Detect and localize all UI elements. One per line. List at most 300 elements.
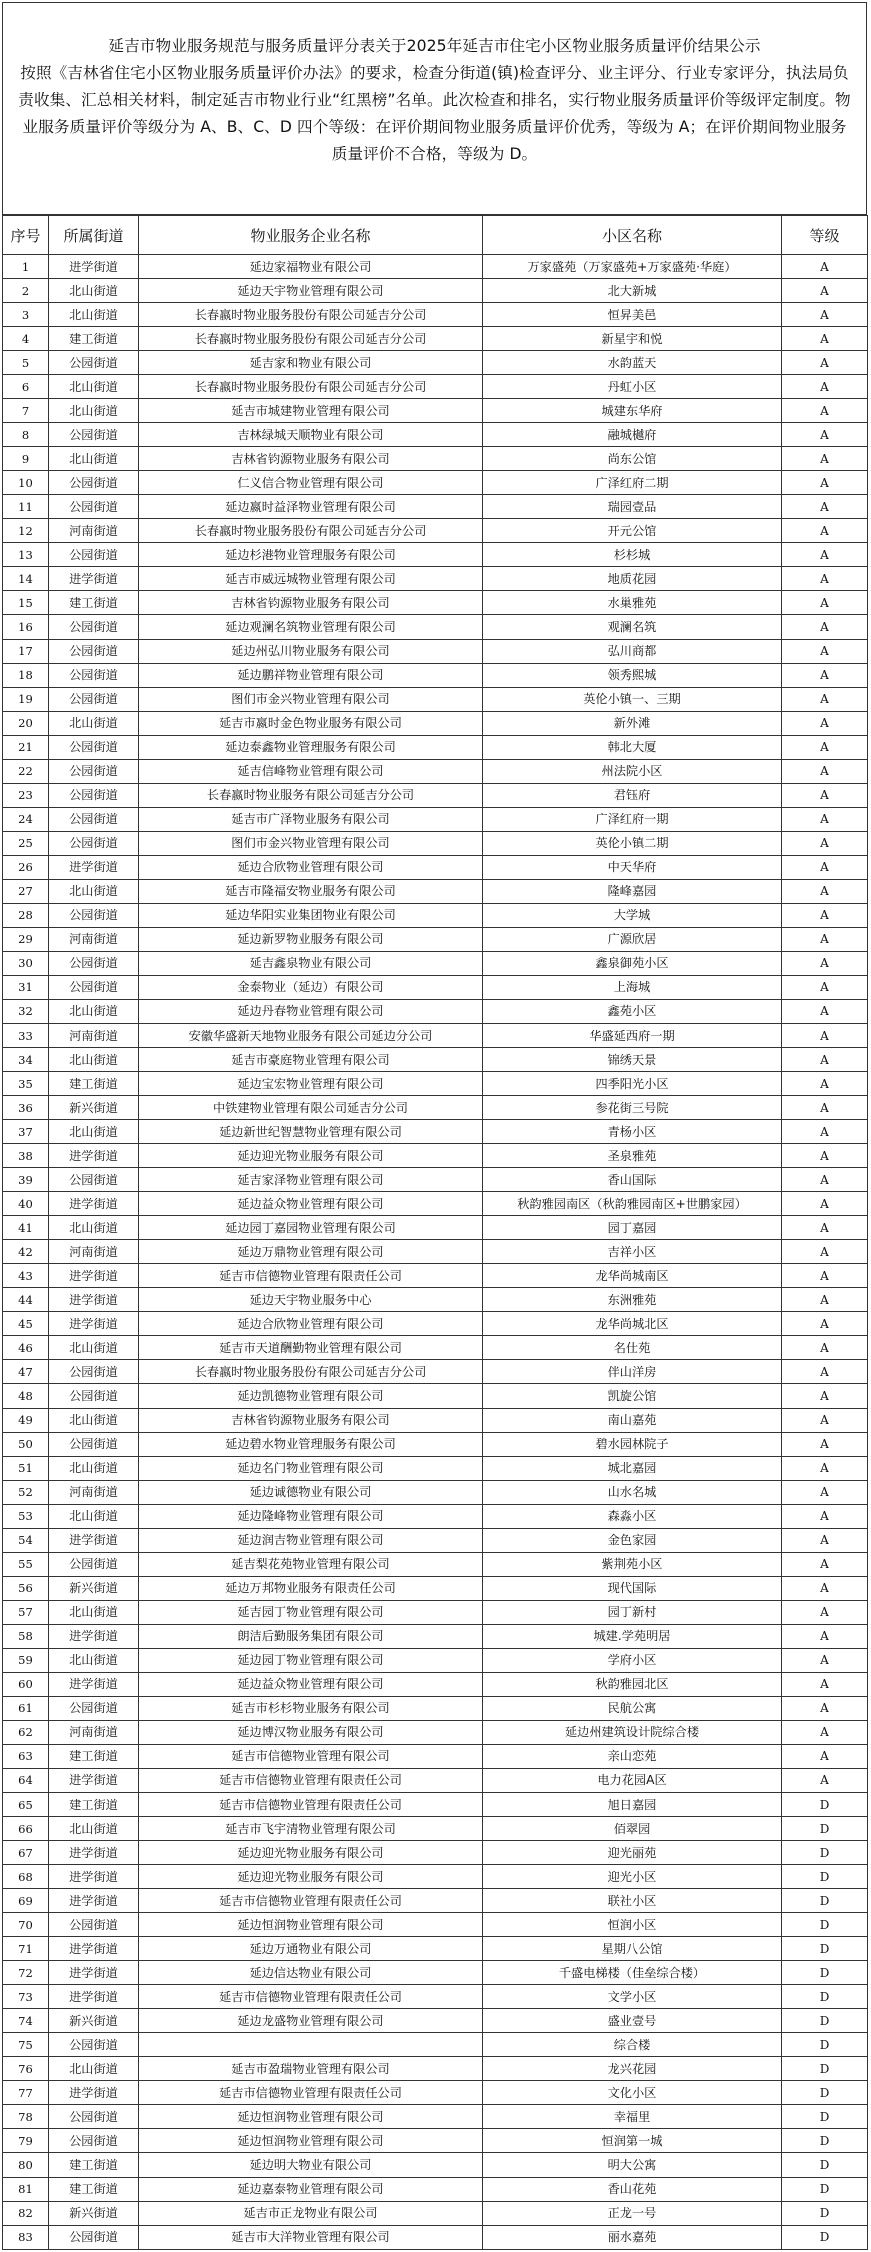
row-company: 仁义信合物业管理有限公司 — [139, 471, 483, 495]
row-community: 城建东华府 — [483, 399, 782, 423]
row-index: 21 — [3, 735, 49, 759]
row-street: 进学街道 — [49, 1312, 139, 1336]
row-company: 延吉市信德物业管理有限责任公司 — [139, 1985, 483, 2009]
table-row — [3, 1264, 868, 1288]
row-grade: A — [782, 351, 868, 375]
row-index: 82 — [3, 2201, 49, 2225]
table-row — [3, 1600, 868, 1624]
row-community: 东洲雅苑 — [483, 1288, 782, 1312]
table-row — [3, 567, 868, 591]
row-grade: A — [782, 1216, 868, 1240]
row-index: 27 — [3, 879, 49, 903]
row-company: 延边迎光物业服务有限公司 — [139, 1865, 483, 1889]
table-row — [3, 975, 868, 999]
row-grade: A — [782, 471, 868, 495]
row-community: 园丁新村 — [483, 1600, 782, 1624]
table-row — [3, 2129, 868, 2153]
row-company: 延边新罗物业服务有限公司 — [139, 927, 483, 951]
row-grade: A — [782, 807, 868, 831]
row-street: 进学街道 — [49, 1961, 139, 1985]
row-company: 延边观澜名筑物业管理有限公司 — [139, 615, 483, 639]
row-company: 长春嬴时物业服务股份有限公司延吉分公司 — [139, 375, 483, 399]
row-company: 延边天宇物业服务中心 — [139, 1288, 483, 1312]
row-index: 74 — [3, 2009, 49, 2033]
row-index: 32 — [3, 999, 49, 1023]
row-index: 83 — [3, 2225, 49, 2249]
row-company: 延边隆峰物业管理有限公司 — [139, 1504, 483, 1528]
table-row — [3, 1168, 868, 1192]
table-row — [3, 1672, 868, 1696]
row-street: 公园街道 — [49, 2225, 139, 2249]
table-row — [3, 951, 868, 975]
table-row — [3, 1961, 868, 1985]
row-street: 建工街道 — [49, 591, 139, 615]
row-community: 凯旋公馆 — [483, 1384, 782, 1408]
row-street: 新兴街道 — [49, 1096, 139, 1120]
table-row — [3, 1408, 868, 1432]
row-grade: A — [782, 927, 868, 951]
row-street: 公园街道 — [49, 2129, 139, 2153]
row-community: 亲山恋苑 — [483, 1744, 782, 1768]
row-grade: A — [782, 735, 868, 759]
row-community: 杉杉城 — [483, 543, 782, 567]
row-street: 河南街道 — [49, 519, 139, 543]
row-street: 进学街道 — [49, 1672, 139, 1696]
row-community: 佰翠园 — [483, 1817, 782, 1841]
row-street: 进学街道 — [49, 1768, 139, 1792]
table-row — [3, 831, 868, 855]
row-index: 37 — [3, 1120, 49, 1144]
row-grade: D — [782, 2009, 868, 2033]
row-street: 公园街道 — [49, 951, 139, 975]
row-community: 明大公寓 — [483, 2153, 782, 2177]
table-row — [3, 1048, 868, 1072]
row-grade: A — [782, 1552, 868, 1576]
row-community: 秋韵雅园南区（秋韵雅园南区+世鹏家园） — [483, 1192, 782, 1216]
row-community: 新星宇和悦 — [483, 327, 782, 351]
row-street: 北山街道 — [49, 1600, 139, 1624]
table-row — [3, 1312, 868, 1336]
row-company: 吉林省钧源物业服务有限公司 — [139, 447, 483, 471]
table-row — [3, 1865, 868, 1889]
row-company: 延边龙盛物业管理有限公司 — [139, 2009, 483, 2033]
row-grade: D — [782, 1985, 868, 2009]
row-company: 延边州弘川物业服务有限公司 — [139, 639, 483, 663]
row-company: 延边明大物业有限公司 — [139, 2153, 483, 2177]
row-community: 迎光丽苑 — [483, 1841, 782, 1865]
row-grade: D — [782, 2033, 868, 2057]
row-grade: A — [782, 663, 868, 687]
row-street: 北山街道 — [49, 1648, 139, 1672]
table-row — [3, 1552, 868, 1576]
row-company: 延边名门物业管理有限公司 — [139, 1456, 483, 1480]
table-row — [3, 855, 868, 879]
row-index: 49 — [3, 1408, 49, 1432]
row-street: 公园街道 — [49, 471, 139, 495]
row-community: 青杨小区 — [483, 1120, 782, 1144]
row-street: 河南街道 — [49, 1024, 139, 1048]
table-row — [3, 807, 868, 831]
row-community: 园丁嘉园 — [483, 1216, 782, 1240]
table-row — [3, 471, 868, 495]
table-row — [3, 1360, 868, 1384]
row-street: 进学街道 — [49, 1528, 139, 1552]
row-company: 延吉市广泽物业服务有限公司 — [139, 807, 483, 831]
row-company: 延吉市嬴时金色物业服务有限公司 — [139, 711, 483, 735]
table-row — [3, 1720, 868, 1744]
table-row — [3, 1192, 868, 1216]
row-street: 公园街道 — [49, 495, 139, 519]
row-company: 朗洁后勤服务集团有限公司 — [139, 1624, 483, 1648]
row-company: 延边嬴时益泽物业管理有限公司 — [139, 495, 483, 519]
row-index: 23 — [3, 783, 49, 807]
row-company: 延边碧水物业管理服务有限公司 — [139, 1432, 483, 1456]
row-company: 中铁建物业管理有限公司延吉分公司 — [139, 1096, 483, 1120]
row-street: 北山街道 — [49, 1336, 139, 1360]
row-community: 文学小区 — [483, 1985, 782, 2009]
row-street: 河南街道 — [49, 1720, 139, 1744]
row-street: 建工街道 — [49, 2177, 139, 2201]
row-street: 北山街道 — [49, 303, 139, 327]
row-grade: A — [782, 615, 868, 639]
row-community: 鑫泉御苑小区 — [483, 951, 782, 975]
row-grade: A — [782, 1360, 868, 1384]
row-index: 53 — [3, 1504, 49, 1528]
row-company: 延吉园丁物业管理有限公司 — [139, 1600, 483, 1624]
table-row — [3, 2057, 868, 2081]
row-index: 44 — [3, 1288, 49, 1312]
row-street: 北山街道 — [49, 1216, 139, 1240]
row-company: 延边迎光物业服务有限公司 — [139, 1841, 483, 1865]
row-company: 长春嬴时物业服务股份有限公司延吉分公司 — [139, 303, 483, 327]
row-company: 延边合欣物业管理有限公司 — [139, 1312, 483, 1336]
row-street: 进学街道 — [49, 1144, 139, 1168]
row-index: 16 — [3, 615, 49, 639]
row-company: 吉林省钧源物业服务有限公司 — [139, 1408, 483, 1432]
row-street: 建工街道 — [49, 1744, 139, 1768]
table-row — [3, 327, 868, 351]
row-company: 延边杉港物业管理服务有限公司 — [139, 543, 483, 567]
row-community: 南山嘉苑 — [483, 1408, 782, 1432]
row-company: 延吉市信德物业管理有限公司 — [139, 1744, 483, 1768]
row-grade: A — [782, 855, 868, 879]
row-street: 公园街道 — [49, 807, 139, 831]
row-company: 延边诚德物业有限公司 — [139, 1480, 483, 1504]
row-grade: A — [782, 1624, 868, 1648]
row-index: 25 — [3, 831, 49, 855]
row-index: 3 — [3, 303, 49, 327]
table-row — [3, 1336, 868, 1360]
table-row — [3, 1648, 868, 1672]
row-street: 进学街道 — [49, 1937, 139, 1961]
row-grade: D — [782, 1817, 868, 1841]
row-grade: D — [782, 2105, 868, 2129]
row-grade: D — [782, 2201, 868, 2225]
row-street: 公园街道 — [49, 1913, 139, 1937]
row-grade: D — [782, 2081, 868, 2105]
row-grade: A — [782, 999, 868, 1023]
row-grade: A — [782, 399, 868, 423]
row-index: 71 — [3, 1937, 49, 1961]
table-row — [3, 1432, 868, 1456]
header-community: 小区名称 — [483, 216, 782, 255]
row-community: 香山国际 — [483, 1168, 782, 1192]
row-community: 森淼小区 — [483, 1504, 782, 1528]
row-index: 42 — [3, 1240, 49, 1264]
header-company: 物业服务企业名称 — [139, 216, 483, 255]
row-company: 延吉家和物业有限公司 — [139, 351, 483, 375]
row-index: 79 — [3, 2129, 49, 2153]
row-grade: A — [782, 639, 868, 663]
row-grade: A — [782, 279, 868, 303]
row-street: 新兴街道 — [49, 2201, 139, 2225]
table-row — [3, 1144, 868, 1168]
row-street: 进学街道 — [49, 1985, 139, 2009]
table-row — [3, 591, 868, 615]
row-community: 地质花园 — [483, 567, 782, 591]
row-index: 69 — [3, 1889, 49, 1913]
row-street: 进学街道 — [49, 1624, 139, 1648]
row-street: 建工街道 — [49, 1072, 139, 1096]
row-index: 63 — [3, 1744, 49, 1768]
row-street: 公园街道 — [49, 2105, 139, 2129]
row-street: 公园街道 — [49, 1696, 139, 1720]
row-community: 北大新城 — [483, 279, 782, 303]
row-grade: A — [782, 1288, 868, 1312]
row-community: 香山花苑 — [483, 2177, 782, 2201]
row-company: 延边新世纪智慧物业管理有限公司 — [139, 1120, 483, 1144]
row-community: 融城樾府 — [483, 423, 782, 447]
row-grade: A — [782, 543, 868, 567]
row-company: 延边家福物业有限公司 — [139, 255, 483, 279]
row-company: 延吉市豪庭物业管理有限公司 — [139, 1048, 483, 1072]
row-index: 10 — [3, 471, 49, 495]
row-company: 吉林省钧源物业服务有限公司 — [139, 591, 483, 615]
row-index: 15 — [3, 591, 49, 615]
row-company: 长春嬴时物业服务股份有限公司延吉分公司 — [139, 327, 483, 351]
row-company: 延吉市杉杉物业服务有限公司 — [139, 1696, 483, 1720]
row-grade: A — [782, 759, 868, 783]
row-index: 78 — [3, 2105, 49, 2129]
table-row — [3, 1288, 868, 1312]
table-row — [3, 903, 868, 927]
row-grade: A — [782, 1192, 868, 1216]
table-row — [3, 1072, 868, 1096]
rating-table — [2, 215, 868, 2250]
row-company: 延边迎光物业服务有限公司 — [139, 1144, 483, 1168]
table-row — [3, 1913, 868, 1937]
row-company: 延吉市城建物业管理有限公司 — [139, 399, 483, 423]
row-company: 延边万鼎物业管理有限公司 — [139, 1240, 483, 1264]
row-community: 恒润小区 — [483, 1913, 782, 1937]
row-street: 进学街道 — [49, 2081, 139, 2105]
row-street: 公园街道 — [49, 759, 139, 783]
row-company: 延吉市盈瑞物业管理有限公司 — [139, 2057, 483, 2081]
table-row — [3, 1024, 868, 1048]
row-street: 公园街道 — [49, 1168, 139, 1192]
row-community: 隆峰嘉园 — [483, 879, 782, 903]
row-community: 瑞园壹品 — [483, 495, 782, 519]
row-company: 延吉市信德物业管理有限责任公司 — [139, 1793, 483, 1817]
row-community: 吉祥小区 — [483, 1240, 782, 1264]
row-company: 延吉市隆福安物业服务有限公司 — [139, 879, 483, 903]
row-street: 建工街道 — [49, 2153, 139, 2177]
row-community: 延边州建筑设计院综合楼 — [483, 1720, 782, 1744]
row-grade: A — [782, 711, 868, 735]
row-company: 延吉市信德物业管理有限责任公司 — [139, 1768, 483, 1792]
row-grade: A — [782, 879, 868, 903]
table-row — [3, 1793, 868, 1817]
table-row — [3, 2033, 868, 2057]
row-company: 延吉市信德物业管理有限责任公司 — [139, 1264, 483, 1288]
row-index: 55 — [3, 1552, 49, 1576]
table-row — [3, 1576, 868, 1600]
row-grade: A — [782, 687, 868, 711]
row-index: 62 — [3, 1720, 49, 1744]
row-street: 公园街道 — [49, 663, 139, 687]
row-street: 公园街道 — [49, 351, 139, 375]
table-row — [3, 255, 868, 279]
row-grade: A — [782, 1480, 868, 1504]
row-community: 恒昇美邑 — [483, 303, 782, 327]
row-index: 18 — [3, 663, 49, 687]
row-grade: A — [782, 1768, 868, 1792]
row-grade: A — [782, 1384, 868, 1408]
row-company: 延边益众物业管理有限公司 — [139, 1192, 483, 1216]
row-grade: D — [782, 2057, 868, 2081]
table-body — [3, 255, 868, 2250]
row-community: 韩北大厦 — [483, 735, 782, 759]
row-company: 延边益众物业管理有限公司 — [139, 1672, 483, 1696]
row-community: 君钰府 — [483, 783, 782, 807]
row-index: 61 — [3, 1696, 49, 1720]
row-community: 观澜名筑 — [483, 615, 782, 639]
row-community: 弘川商都 — [483, 639, 782, 663]
row-grade: A — [782, 1744, 868, 1768]
row-community: 星期八公馆 — [483, 1937, 782, 1961]
row-index: 29 — [3, 927, 49, 951]
row-community: 英伦小镇一、三期 — [483, 687, 782, 711]
row-street: 北山街道 — [49, 399, 139, 423]
row-street: 进学街道 — [49, 1288, 139, 1312]
row-company: 延边信达物业有限公司 — [139, 1961, 483, 1985]
row-index: 17 — [3, 639, 49, 663]
table-row — [3, 351, 868, 375]
row-street: 公园街道 — [49, 1552, 139, 1576]
row-grade: D — [782, 2153, 868, 2177]
table-header-row — [3, 216, 868, 255]
row-street: 公园街道 — [49, 639, 139, 663]
row-index: 33 — [3, 1024, 49, 1048]
row-grade: A — [782, 1648, 868, 1672]
row-grade: D — [782, 1889, 868, 1913]
row-index: 35 — [3, 1072, 49, 1096]
row-street: 公园街道 — [49, 1384, 139, 1408]
row-street: 进学街道 — [49, 855, 139, 879]
row-index: 70 — [3, 1913, 49, 1937]
row-community: 联社小区 — [483, 1889, 782, 1913]
row-street: 进学街道 — [49, 1841, 139, 1865]
row-street: 公园街道 — [49, 2033, 139, 2057]
row-index: 73 — [3, 1985, 49, 2009]
row-street: 北山街道 — [49, 711, 139, 735]
row-grade: D — [782, 2129, 868, 2153]
row-community: 龙兴花园 — [483, 2057, 782, 2081]
row-company: 延吉市正龙物业有限公司 — [139, 2201, 483, 2225]
row-index: 59 — [3, 1648, 49, 1672]
row-street: 进学街道 — [49, 567, 139, 591]
row-street: 公园街道 — [49, 903, 139, 927]
row-community: 开元公馆 — [483, 519, 782, 543]
row-community: 文化小区 — [483, 2081, 782, 2105]
row-grade: A — [782, 1264, 868, 1288]
row-grade: D — [782, 2225, 868, 2249]
row-street: 北山街道 — [49, 999, 139, 1023]
row-grade: A — [782, 591, 868, 615]
row-community: 城建.学苑明居 — [483, 1624, 782, 1648]
row-index: 39 — [3, 1168, 49, 1192]
row-index: 65 — [3, 1793, 49, 1817]
row-grade: A — [782, 1408, 868, 1432]
row-company: 延边博汉物业服务有限公司 — [139, 1720, 483, 1744]
row-grade: A — [782, 831, 868, 855]
table-row — [3, 639, 868, 663]
row-community: 城北嘉园 — [483, 1456, 782, 1480]
row-index: 45 — [3, 1312, 49, 1336]
row-company: 延边万通物业有限公司 — [139, 1937, 483, 1961]
row-community: 四季阳光小区 — [483, 1072, 782, 1096]
row-community: 圣泉雅苑 — [483, 1144, 782, 1168]
row-street: 公园街道 — [49, 543, 139, 567]
row-index: 40 — [3, 1192, 49, 1216]
row-grade: A — [782, 255, 868, 279]
row-index: 54 — [3, 1528, 49, 1552]
row-company: 延边恒润物业管理有限公司 — [139, 2129, 483, 2153]
row-community: 金色家园 — [483, 1528, 782, 1552]
table-row — [3, 759, 868, 783]
row-index: 48 — [3, 1384, 49, 1408]
header-grade: 等级 — [782, 216, 868, 255]
row-street: 公园街道 — [49, 1432, 139, 1456]
row-index: 28 — [3, 903, 49, 927]
row-index: 1 — [3, 255, 49, 279]
row-community: 伴山洋房 — [483, 1360, 782, 1384]
row-company: 延吉市大洋物业管理有限公司 — [139, 2225, 483, 2249]
row-grade: A — [782, 783, 868, 807]
row-grade: A — [782, 1672, 868, 1696]
row-community: 龙华尚城北区 — [483, 1312, 782, 1336]
table-row — [3, 2105, 868, 2129]
row-grade: A — [782, 1720, 868, 1744]
row-community: 万家盛苑（万家盛苑+万家盛苑·华庭） — [483, 255, 782, 279]
row-community: 水巢雅苑 — [483, 591, 782, 615]
table-row — [3, 375, 868, 399]
row-index: 19 — [3, 687, 49, 711]
table-row — [3, 615, 868, 639]
row-company: 延吉市信德物业管理有限责任公司 — [139, 2081, 483, 2105]
row-grade: A — [782, 1168, 868, 1192]
row-community: 恒润第一城 — [483, 2129, 782, 2153]
table-row — [3, 1216, 868, 1240]
table-row — [3, 1768, 868, 1792]
row-index: 14 — [3, 567, 49, 591]
row-community: 丹虹小区 — [483, 375, 782, 399]
row-community: 秋韵雅园北区 — [483, 1672, 782, 1696]
table-row — [3, 1696, 868, 1720]
row-index: 67 — [3, 1841, 49, 1865]
row-grade: A — [782, 303, 868, 327]
row-community: 丽水嘉苑 — [483, 2225, 782, 2249]
